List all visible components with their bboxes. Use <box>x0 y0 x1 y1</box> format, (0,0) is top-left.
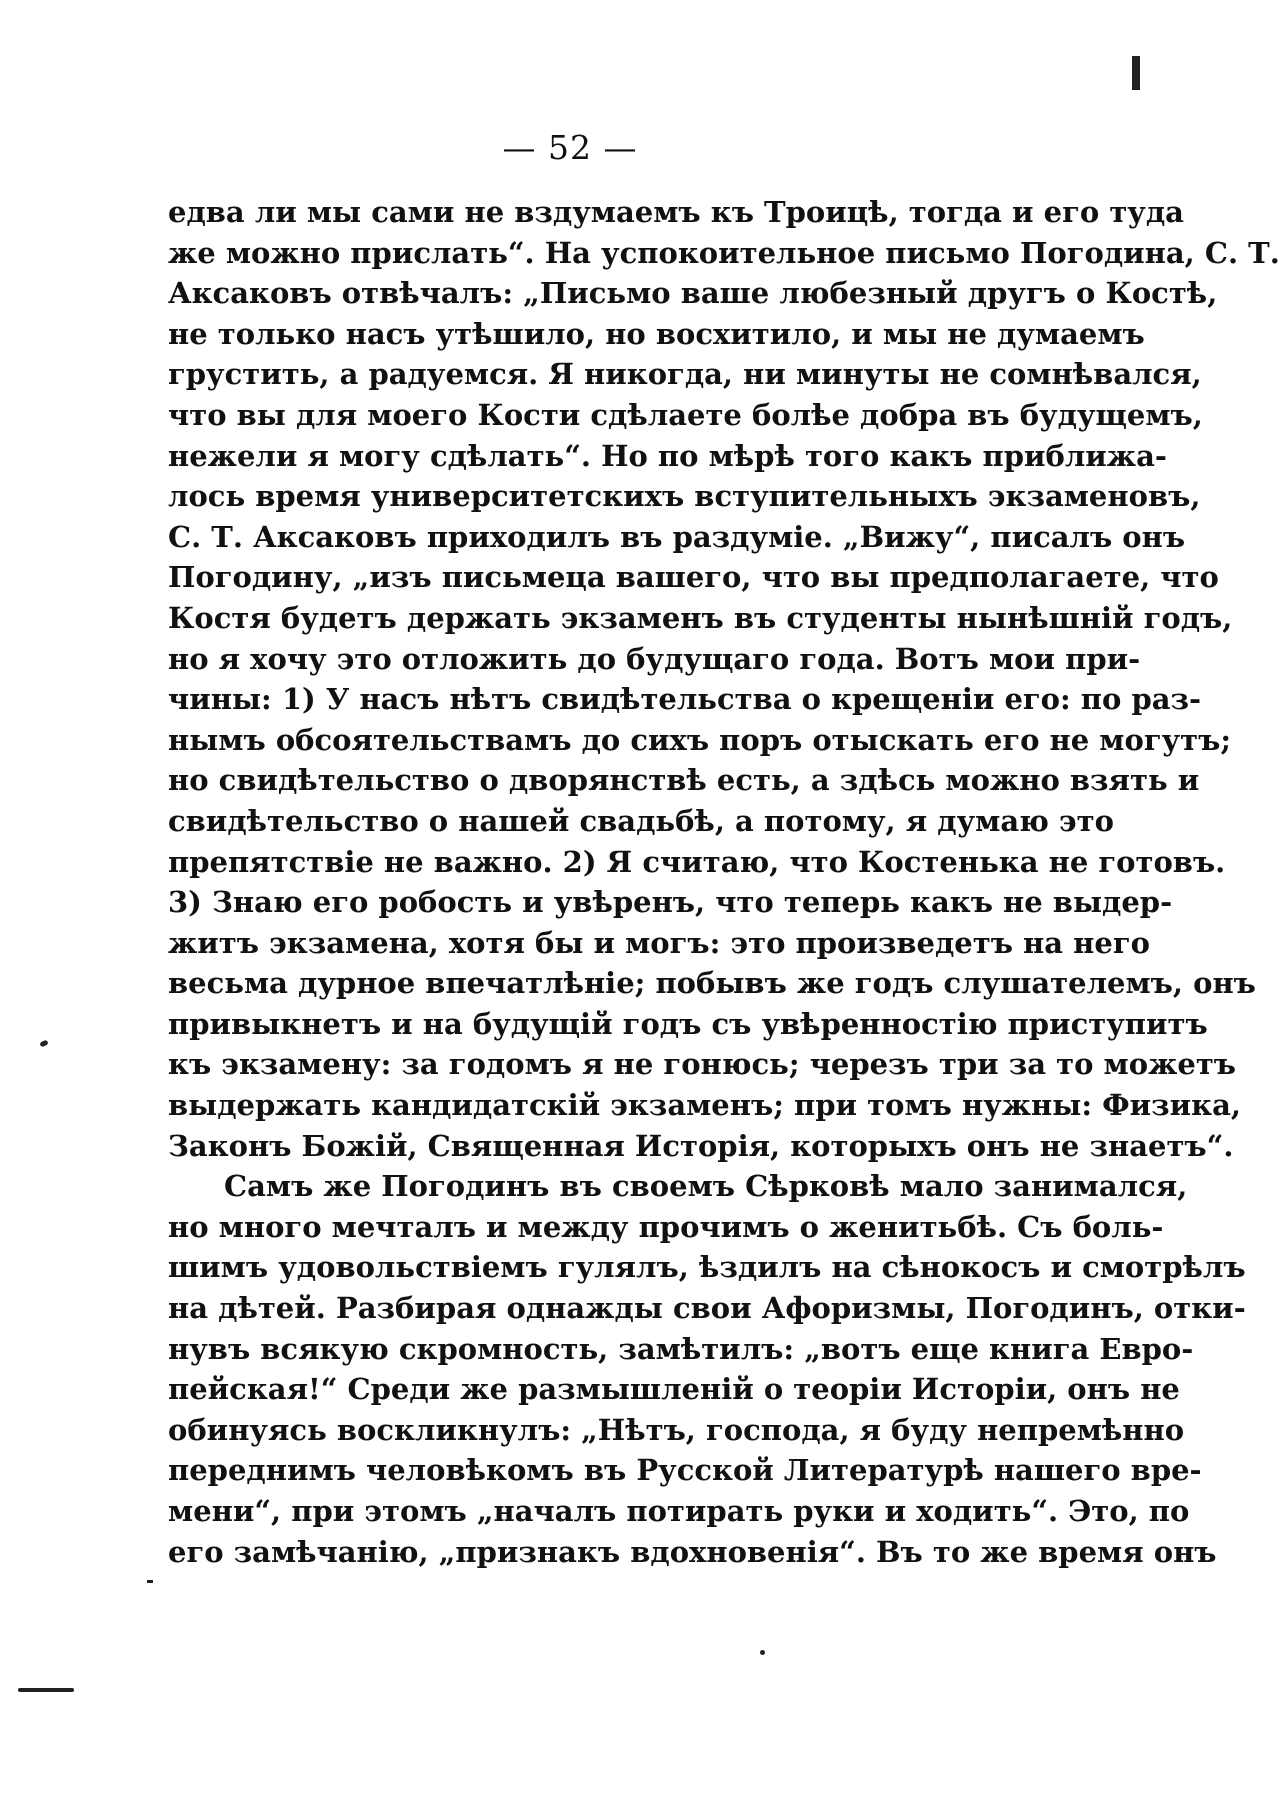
text-line: Самъ же Погодинъ въ своемъ Сѣрковѣ мало занимался, <box>224 1169 1188 1204</box>
text-line: весьма дурное впечатлѣніе; побывъ же годъ слушателемъ, онъ <box>168 966 1256 1001</box>
text-line: лось время университетскихъ вступительныхъ экзаменовъ, <box>168 479 1201 514</box>
text-line: чины: 1) У насъ нѣтъ свидѣтельства о крещеніи его: по раз- <box>168 682 1202 717</box>
scan-speck <box>39 1040 48 1048</box>
page-number: — 52 — <box>502 128 638 167</box>
scan-speck <box>760 1650 765 1655</box>
text-line: едва ли мы сами не вздумаемъ къ Троицѣ, тогда и его туда <box>168 195 1184 229</box>
text-line: 3) Знаю его робость и увѣренъ, что теперь какъ не выдер- <box>168 885 1173 920</box>
text-line: но много мечталъ и между прочимъ о женитьбѣ. Съ боль- <box>168 1209 1164 1244</box>
text-line: мени“, при этомъ „началъ потирать руки и ходить“. Это, по <box>168 1494 1190 1528</box>
text-line: Аксаковъ отвѣчалъ: „Письмо ваше любезный другъ о Костѣ, <box>168 276 1218 311</box>
text-line: грустить, а радуемся. Я никогда, ни минуты не сомнѣвался, <box>168 357 1202 392</box>
text-line: но свидѣтельство о дворянствѣ есть, а здѣсь можно взять и <box>168 763 1200 798</box>
text-line: Костя будетъ держать экзаменъ въ студенты нынѣшній годъ, <box>168 600 1233 635</box>
text-line: пейская!“ Среди же размышленій о теоріи Исторіи, онъ не <box>168 1372 1180 1407</box>
text-line: же можно прислать“. На успокоительное письмо Погодина, С. Т. <box>168 235 1280 270</box>
text-line: но я хочу это отложить до будущаго года. Вотъ мои при- <box>168 641 1141 676</box>
scan-margin-stroke <box>18 1688 74 1692</box>
text-line: обинуясь воскликнулъ: „Нѣтъ, господа, я буду непремѣнно <box>168 1412 1185 1447</box>
text-line: переднимъ человѣкомъ въ Русской Литературѣ нашего вре- <box>168 1453 1202 1488</box>
text-line: шимъ удовольствіемъ гулялъ, ѣздилъ на сѣнокосъ и смотрѣлъ <box>168 1250 1246 1285</box>
text-line: нувъ всякую скромность, замѣтилъ: „вотъ еще книга Евро- <box>168 1331 1194 1366</box>
text-line: препятствіе не важно. 2) Я считаю, что Костенька не готовъ. <box>168 844 1226 879</box>
scan-speck <box>147 1580 153 1583</box>
text-line: С. Т. Аксаковъ приходилъ въ раздуміе. „Вижу“, писалъ онъ <box>168 519 1186 554</box>
text-line: выдержать кандидатскій экзаменъ; при томъ нужны: Физика, <box>168 1088 1242 1123</box>
body-text <box>168 192 1280 1572</box>
text-line: нежели я могу сдѣлать“. Но по мѣрѣ того какъ приближа- <box>168 438 1167 473</box>
text-line: не только насъ утѣшило, но восхитило, и мы не думаемъ <box>168 316 1145 351</box>
text-line: что вы для моего Кости сдѣлаете болѣе добра въ будущемъ, <box>168 397 1203 432</box>
text-line: житъ экзамена, хотя бы и могъ: это произведетъ на него <box>168 925 1150 960</box>
text-line: Законъ Божій, Священная Исторія, которыхъ онъ не знаетъ“. <box>168 1128 1234 1163</box>
text-line: привыкнетъ и на будущій годъ съ увѣренностію приступитъ <box>168 1006 1208 1041</box>
scan-edge-mark <box>1132 56 1140 90</box>
text-line: нымъ обсоятельствамъ до сихъ поръ отыскать его не могутъ; <box>168 722 1232 757</box>
text-line: Погодину, „изъ письмеца вашего, что вы предполагаете, что <box>168 560 1219 595</box>
text-line: къ экзамену: за годомъ я не гонюсь; черезъ три за то можетъ <box>168 1047 1237 1082</box>
text-line: на дѣтей. Разбирая однажды свои Афоризмы, Погодинъ, отки- <box>168 1291 1246 1326</box>
text-line: свидѣтельство о нашей свадьбѣ, а потому, я думаю это <box>168 803 1114 838</box>
text-line: его замѣчанію, „признакъ вдохновенія“. Въ то же время онъ <box>168 1534 1217 1569</box>
